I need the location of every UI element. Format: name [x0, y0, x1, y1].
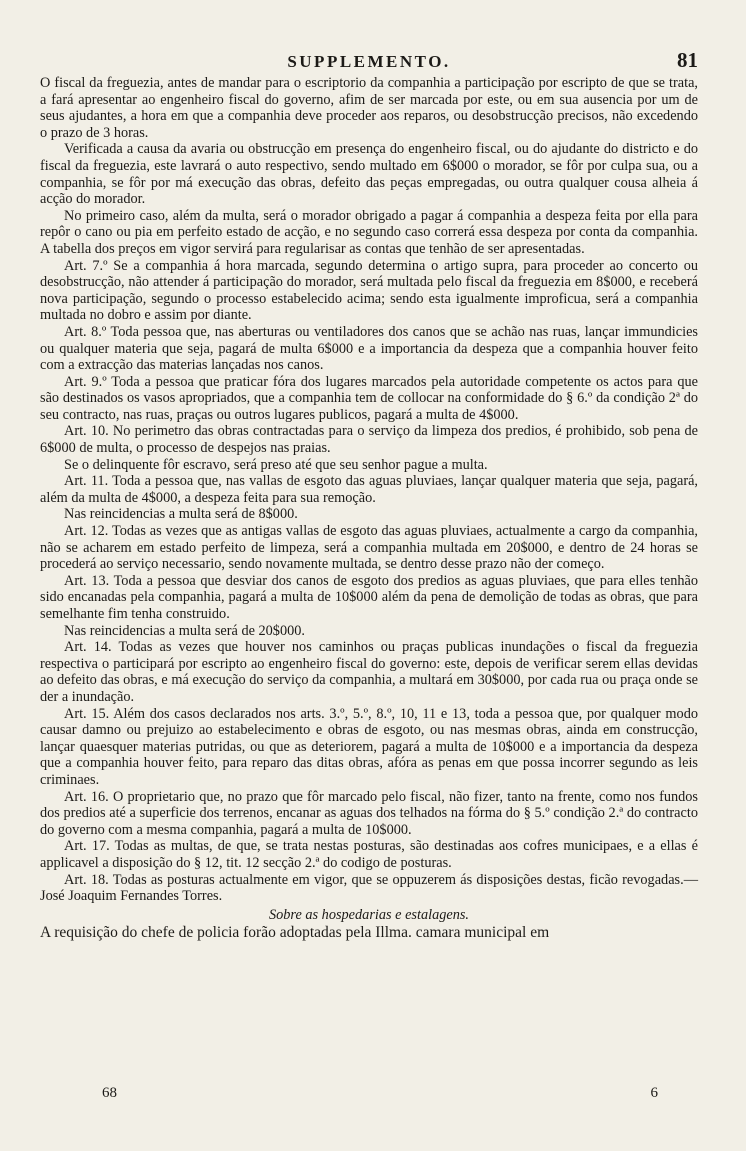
paragraph: Art. 9.º Toda a pessoa que praticar fóra dos lugares marcados pela autoridade competente os actos para que são destinados os vasos apropriados, que a companhia tem de collocar na conformidade do § 6.º da condição 2ª do seu contracto, nas ruas, praças ou outros lugares publicos, pagará a multa de 4$000.: [40, 373, 698, 423]
paragraph: Se o delinquente fôr escravo, será preso até que seu senhor pague a multa.: [64, 456, 488, 473]
paragraph: A requisição do chefe de policia forão adoptadas pela Illma. camara municipal em: [40, 924, 550, 942]
folio-number: 6: [650, 1085, 658, 1101]
paragraph: Art. 16. O proprietario que, no prazo que fôr marcado pelo fiscal, não fizer, tanto na frente, como nos fundos dos predios até a superficie dos terrenos, encanar as aguas dos telhados na fórma do § 5.º condição 2.ª do contracto do governo com a mesma companhia, pagará a multa de 10$000.: [40, 788, 698, 838]
paragraph: Verificada a causa da avaria ou obstrucção em presença do engenheiro fiscal, ou do ajudante do districto e do fiscal da freguezia, este lavrará o auto respectivo, sendo multado em 6$000 o morador, se fôr por culpa sua, ou a companhia, se fôr por má execução das obras, defeito das peças empregadas, ou outra qualquer cousa alheia á acção do morador.: [40, 141, 698, 208]
paragraph: Art. 7.º Se a companhia á hora marcada, segundo determina o artigo supra, para proceder ao concerto ou desobstrucção, não attender á participação do morador, será multada pelo fiscal da freguezia em 8$000, e receberá nova participação, segundo o processo estabelecido acima; sendo esta igualmente improficua, será a companhia multada no dobro e assim por diante.: [40, 257, 698, 324]
section-subheading: Sobre as hospedarias e estalagens.: [268, 906, 469, 923]
paragraph: Art. 12. Todas as vezes que as antigas vallas de esgoto das aguas pluviaes, actualmente a cargo da companhia, não se acharem em estado perfeito de limpeza, será a companhia multada em 20$000, e dentro de 24 horas se procederá ao serviço necessario, sendo novamente multada, se dentro desse prazo não der começo.: [40, 523, 698, 573]
signature-mark: 68: [102, 1085, 117, 1101]
paragraph: Art. 10. No perimetro das obras contractadas para o serviço da limpeza dos predios, é prohibido, sob pena de 6$000 de multa, o processo de despejos nas praias.: [40, 423, 698, 457]
paragraph: Art. 14. Todas as vezes que houver nos caminhos ou praças publicas inundações o fiscal da freguezia respectiva o participará por escripto ao engenheiro fiscal do governo: este, depois de verificar serem ellas devidas ao defeito das obras, e má execução do serviço da companhia, a multará em 30$000, por cada rua ou praça onde se der a inundação.: [40, 639, 698, 705]
page-header: [40, 48, 698, 78]
paragraph: Art. 18. Todas as posturas actualmente em vigor, que se oppuzerem ás disposições destas, ficão revogadas.—José Joaquim Fernandes Torres.: [40, 871, 698, 905]
document-body: [40, 75, 698, 942]
paragraph: Art. 17. Todas as multas, de que, se trata nestas posturas, são destinadas aos cofres municipaes, e a ellas é applicavel a disposição do § 12, tit. 12 secção 2.ª do codigo de posturas.: [40, 838, 698, 871]
page-title: SUPPLEMENTO.: [287, 52, 451, 71]
paragraph: Art. 8.º Toda pessoa que, nas aberturas ou ventiladores dos canos que se achão nas ruas, lançar immundicies ou qualquer materia que seja, pagará de multa 6$000 e a importancia da despeza que a companhia houver feito com a extracção das materias lançadas nos canos.: [40, 323, 698, 374]
paragraph: Nas reincidencias a multa será de 20$000.: [64, 622, 305, 639]
paragraph: No primeiro caso, além da multa, será o morador obrigado a pagar á companhia a despeza feita por ella para repôr o cano ou pia em perfeito estado de acção, e no segundo caso correrá essa despeza por conta da companhia. A tabella dos preços em vigor servirá para regularisar as contas que tenhão de ser apresentadas.: [40, 207, 698, 257]
paragraph: Art. 11. Toda a pessoa que, nas vallas de esgoto das aguas pluviaes, lançar qualquer materia que seja, pagará, além da multa de 4$000, a despeza feita para sua remoção.: [40, 473, 698, 506]
page-number: 81: [677, 48, 698, 72]
paragraph: Art. 13. Toda a pessoa que desviar dos canos de esgoto dos predios as aguas pluviaes, que para elles tenhão sido encanadas pela companhia, pagará a multa de 10$000 além da pena de demolição de todas as obras, que para semelhante fim tenha construido.: [40, 572, 698, 622]
paragraph: Nas reincidencias a multa será de 8$000.: [64, 506, 298, 523]
paragraph: Art. 15. Além dos casos declarados nos arts. 3.º, 5.º, 8.º, 10, 11 e 13, toda a pessoa que, por qualquer modo causar damno ou prejuizo ao estabelecimento e obras de esgoto, ou nas mesmas obras, ainda em construcção, lançar quaesquer materias putridas, ou que as deteriorem, pagará a multa de 10$000 e a importancia da despeza que a companhia houver feito, para reparo das ditas obras, afóra as penas em que possa incorrer segundo as leis criminaes.: [40, 705, 698, 788]
page-footer: [40, 1085, 698, 1107]
paragraph: O fiscal da freguezia, antes de mandar para o escriptorio da companhia a participação por escripto de que se trata, a fará apresentar ao engenheiro fiscal do governo, afim de ser marcada por este, ou em sua ausencia por um de seus ajudantes, a hora em que a companhia deve proceder aos reparos, ou desobstrucção precisos, não excedendo o prazo de 3 horas.: [40, 75, 698, 141]
